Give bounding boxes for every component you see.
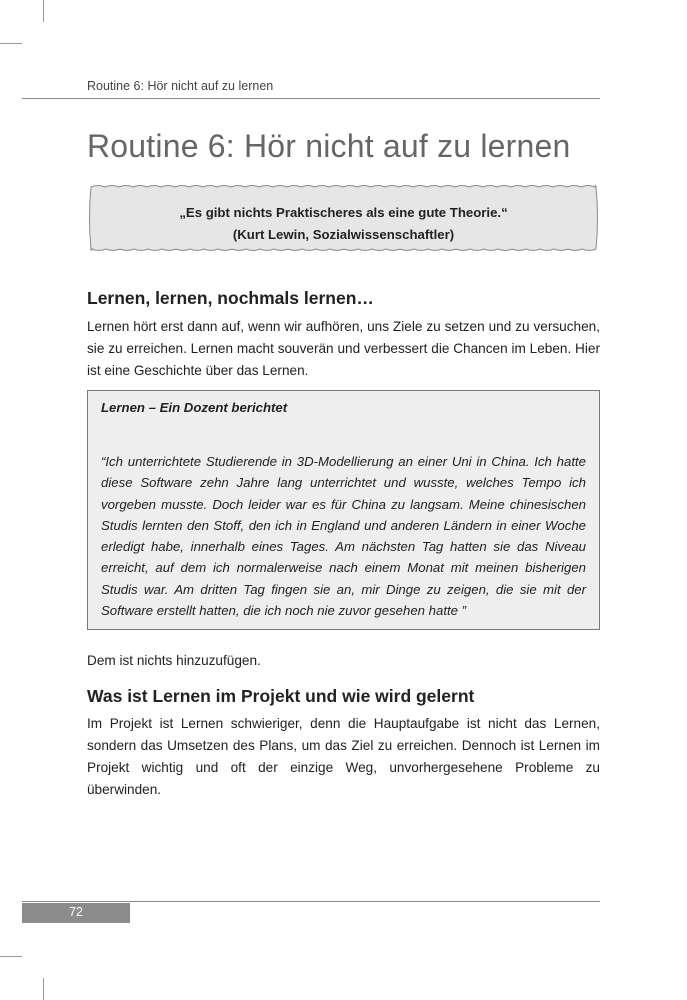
quote-attribution: (Kurt Lewin, Sozialwissenschaftler) bbox=[232, 227, 455, 242]
story-title: Lernen – Ein Dozent berichtet bbox=[101, 400, 288, 415]
quote-box bbox=[87, 182, 600, 254]
section-heading-projekt: Was ist Lernen im Projekt und wie wird gelernt bbox=[87, 686, 475, 706]
closing-remark: Dem ist nichts hinzuzufügen. bbox=[87, 653, 261, 668]
header-rule bbox=[22, 98, 600, 99]
story-text: “Ich unterrichtete Studierende in 3D-Modellierung an einer Uni in China. Ich hatte diese Software zehn Jahre lang unterrichtet und wusste, welches Tempo ich vorgeben musste. Doch leider war es für China zu langsam. Meine chinesischen Studis lernten den Stoff, den ich in England und anderen Ländern in einer Woche erledigt habe, innerhalb eines Tages. Am nächsten Tag hatten sie das Niveau erreicht, auf dem ich normalerweise nach einem Monat mit meinen bisherigen Studis war. Am dritten Tag fingen sie an, mir Dinge zu zeigen, die sie mit der Software erstellt hatten, die ich noch nie zuvor gesehen hatte ” bbox=[101, 454, 586, 619]
quote-line-1: „Es gibt nichts Praktischeres als eine gute Theorie.“ bbox=[179, 205, 508, 220]
page-number-tab bbox=[22, 903, 130, 923]
chapter-title: Routine 6: Hör nicht auf zu lernen bbox=[87, 128, 571, 164]
crop-mark-bottom-horizontal bbox=[0, 956, 22, 957]
section-heading-lernen: Lernen, lernen, nochmals lernen… bbox=[87, 288, 374, 308]
crop-mark-top-horizontal bbox=[0, 43, 22, 44]
section-paragraph-projekt: Im Projekt ist Lernen schwieriger, denn die Hauptaufgabe ist nicht das Lernen, sondern das Umsetzen des Plans, um das Ziel zu erreichen. Dennoch ist Lernen im Projekt wichtig und oft der einzige Weg, unvorhergesehene Probleme zu überwinden. bbox=[87, 716, 600, 797]
section-paragraph-lernen: Lernen hört erst dann auf, wenn wir aufhören, uns Ziele zu setzen und zu versuchen, sie zu erreichen. Lernen macht souverän und verbessert die Chancen im Leben. Hier ist eine Geschichte über das Lernen. bbox=[87, 319, 600, 378]
crop-mark-top-vertical bbox=[43, 0, 44, 22]
footer-rule bbox=[22, 901, 600, 902]
page-number: 72 bbox=[69, 905, 83, 919]
story-box bbox=[87, 390, 600, 630]
quote-text bbox=[87, 202, 600, 246]
running-head: Routine 6: Hör nicht auf zu lernen bbox=[87, 79, 274, 93]
crop-mark-bottom-vertical bbox=[43, 978, 44, 1000]
